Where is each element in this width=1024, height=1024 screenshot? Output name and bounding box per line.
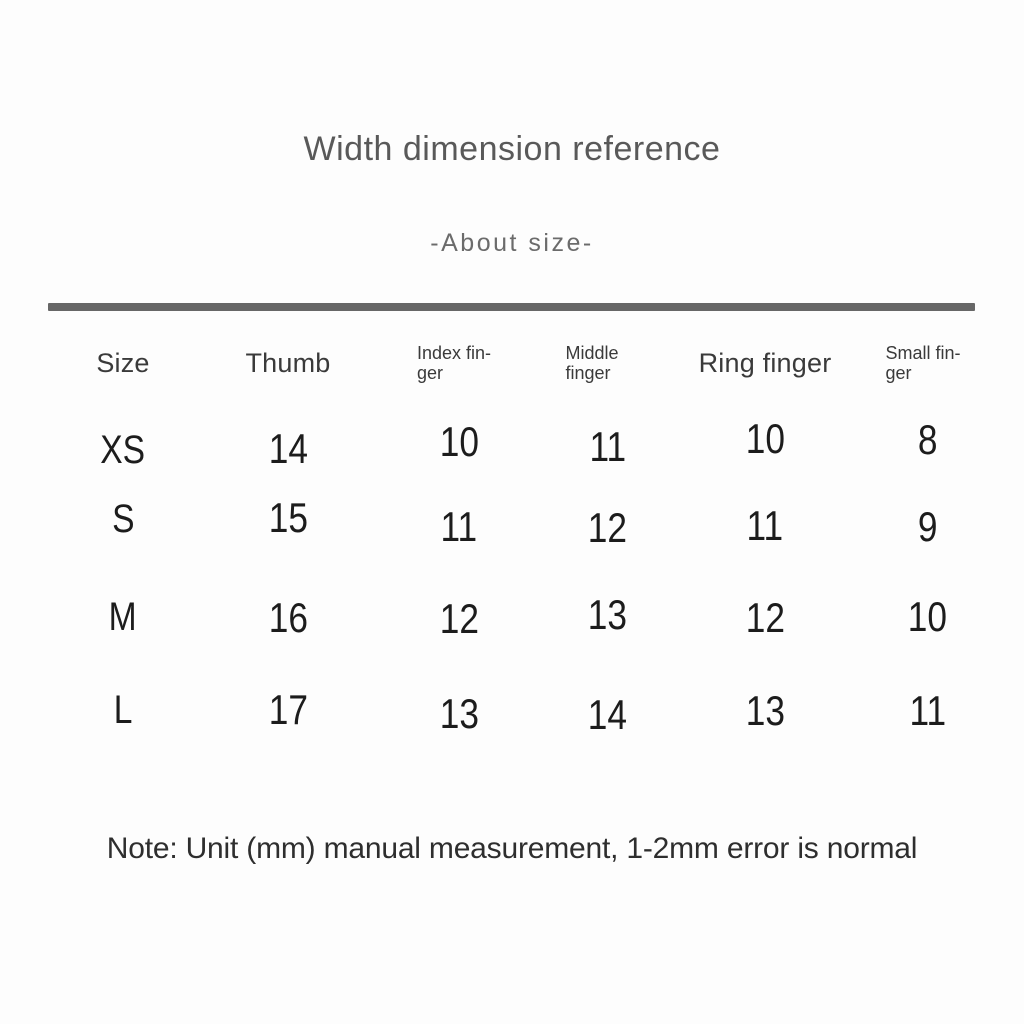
cell-l-middle-finger (540, 675, 675, 755)
cell-xs-size (48, 410, 198, 490)
cell-m-ring-finger (675, 578, 855, 658)
cell-l-ring-finger (675, 671, 855, 751)
table-header-row (48, 328, 1000, 398)
cell-m-size (48, 577, 198, 657)
measurement-note: Note: Unit (mm) manual measurement, 1-2mm error is normal (106, 832, 918, 865)
value-xs-ring: 10 (745, 415, 785, 462)
cell-m-thumb (198, 578, 378, 658)
value-s-ring: 11 (746, 502, 784, 549)
col-header-ring-finger (675, 328, 855, 398)
table-row-s (48, 483, 1000, 563)
value-l-small: 11 (909, 687, 946, 734)
col-header-index-finger (378, 328, 540, 398)
value-l-middle: 14 (587, 691, 628, 738)
col-header-index-finger-label: Index fin-ger (417, 343, 492, 383)
size-l-label: L (113, 687, 133, 732)
size-s-label: S (111, 496, 135, 541)
col-header-size-label: Size (96, 347, 150, 378)
value-xs-thumb: 14 (268, 425, 308, 472)
value-xs-middle: 11 (589, 423, 626, 470)
table-row-xs (48, 407, 1000, 487)
col-header-middle-finger (540, 328, 675, 398)
subtitle-about-size: -About size- (430, 229, 594, 257)
cell-m-middle-finger (540, 575, 675, 655)
cell-s-thumb (198, 478, 378, 558)
value-l-thumb: 17 (268, 686, 308, 733)
cell-s-size (48, 479, 198, 559)
value-m-small: 10 (907, 593, 948, 640)
cell-l-small-finger (855, 671, 1000, 751)
col-header-size (48, 328, 198, 398)
page-title: Width dimension reference (303, 130, 721, 168)
value-s-small: 9 (917, 503, 938, 550)
value-m-middle: 13 (587, 591, 628, 638)
value-s-middle: 12 (587, 504, 628, 551)
cell-l-size (48, 670, 198, 750)
cell-l-thumb (198, 670, 378, 750)
col-header-middle-finger-label: Middle finger (565, 343, 619, 383)
cell-s-index-finger (378, 487, 540, 567)
value-m-ring: 12 (745, 594, 785, 641)
cell-m-index-finger (378, 579, 540, 659)
size-xs-label: XS (100, 427, 146, 472)
value-m-index: 12 (439, 595, 479, 642)
table-row-m (48, 577, 1000, 657)
col-header-small-finger-label: Small fin-ger (885, 343, 961, 383)
cell-xs-thumb (198, 409, 378, 489)
value-m-thumb: 16 (268, 594, 308, 641)
cell-m-small-finger (855, 577, 1000, 657)
col-header-thumb (198, 328, 378, 398)
cell-xs-index-finger (378, 402, 540, 482)
table-row-l (48, 670, 1000, 750)
value-xs-small: 8 (917, 416, 938, 463)
cell-s-middle-finger (540, 488, 675, 568)
value-l-index: 13 (439, 690, 479, 737)
cell-xs-middle-finger (540, 407, 675, 487)
value-s-index: 11 (440, 503, 478, 550)
cell-xs-small-finger (855, 400, 1000, 480)
cell-xs-ring-finger (675, 399, 855, 479)
col-header-small-finger (855, 328, 1000, 398)
cell-l-index-finger (378, 674, 540, 754)
value-l-ring: 13 (745, 687, 785, 734)
col-header-thumb-label: Thumb (245, 347, 331, 378)
value-xs-index: 10 (439, 418, 479, 465)
divider-line (48, 303, 975, 311)
cell-s-ring-finger (675, 486, 855, 566)
col-header-ring-finger-label: Ring finger (698, 347, 832, 378)
size-m-label: M (108, 594, 137, 639)
value-s-thumb: 15 (268, 494, 308, 541)
cell-s-small-finger (855, 487, 1000, 567)
